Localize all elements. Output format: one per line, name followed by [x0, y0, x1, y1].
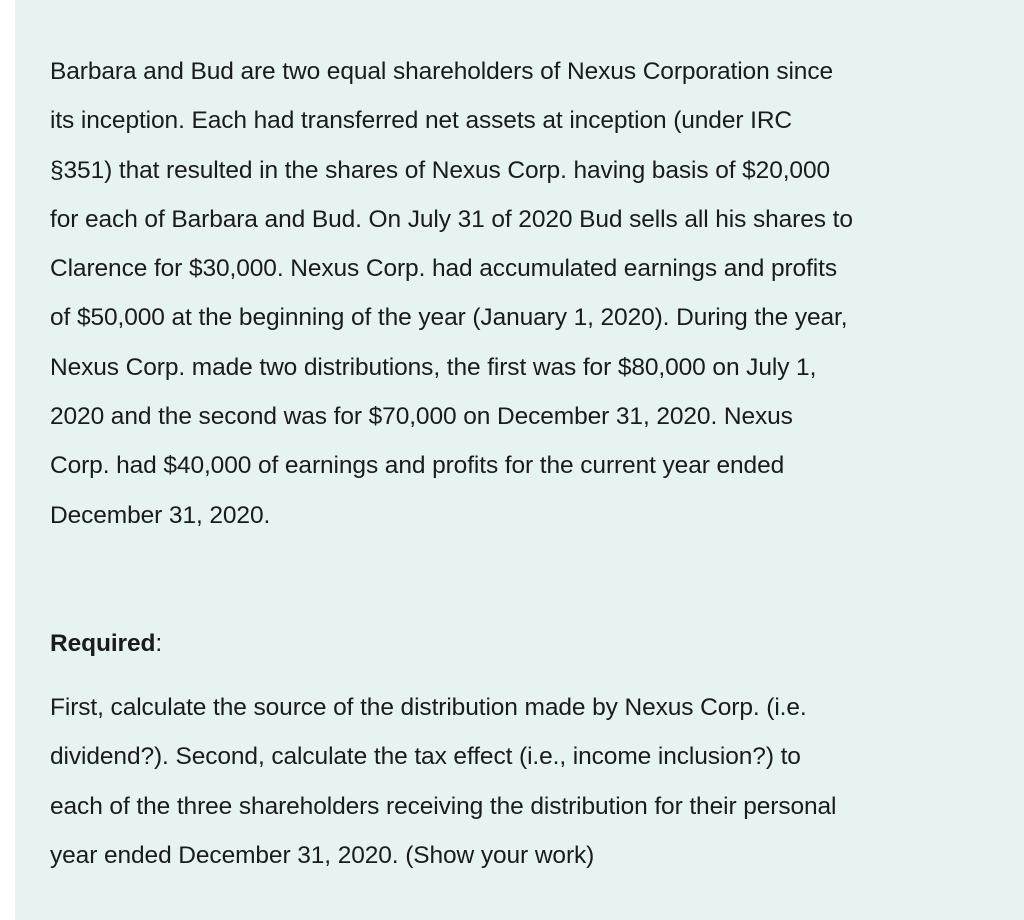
problem-line: Clarence for $30,000. Nexus Corp. had accumulated earnings and profits: [50, 255, 837, 283]
problem-line: of $50,000 at the beginning of the year (January 1, 2020). During the year,: [50, 304, 848, 332]
problem-line: December 31, 2020.: [50, 501, 271, 529]
problem-line: its inception. Each had transferred net assets at inception (under IRC: [50, 107, 793, 135]
problem-statement: [50, 47, 1000, 540]
required-line: First, calculate the source of the distribution made by Nexus Corp. (i.e.: [50, 694, 807, 721]
question-panel: [15, 0, 1024, 920]
required-heading: [50, 619, 1000, 668]
problem-line: §351) that resulted in the shares of Nexus Corp. having basis of $20,000: [50, 156, 831, 184]
problem-line: for each of Barbara and Bud. On July 31 of 2020 Bud sells all his shares to: [50, 205, 853, 233]
required-colon: :: [155, 630, 163, 657]
required-line: year ended December 31, 2020. (Show your work): [50, 841, 595, 869]
problem-line: 2020 and the second was for $70,000 on December 31, 2020. Nexus: [50, 403, 793, 431]
problem-line: Barbara and Bud are two equal shareholders of Nexus Corporation since: [50, 58, 834, 85]
required-instructions: [50, 683, 1000, 880]
required-line: each of the three shareholders receiving the distribution for their personal: [50, 792, 837, 820]
required-line: dividend?). Second, calculate the tax effect (i.e., income inclusion?) to: [50, 743, 801, 771]
required-label: Required: [50, 630, 156, 657]
problem-line: Corp. had $40,000 of earnings and profits for the current year ended: [50, 452, 785, 480]
problem-line: Nexus Corp. made two distributions, the first was for $80,000 on July 1,: [50, 353, 817, 381]
